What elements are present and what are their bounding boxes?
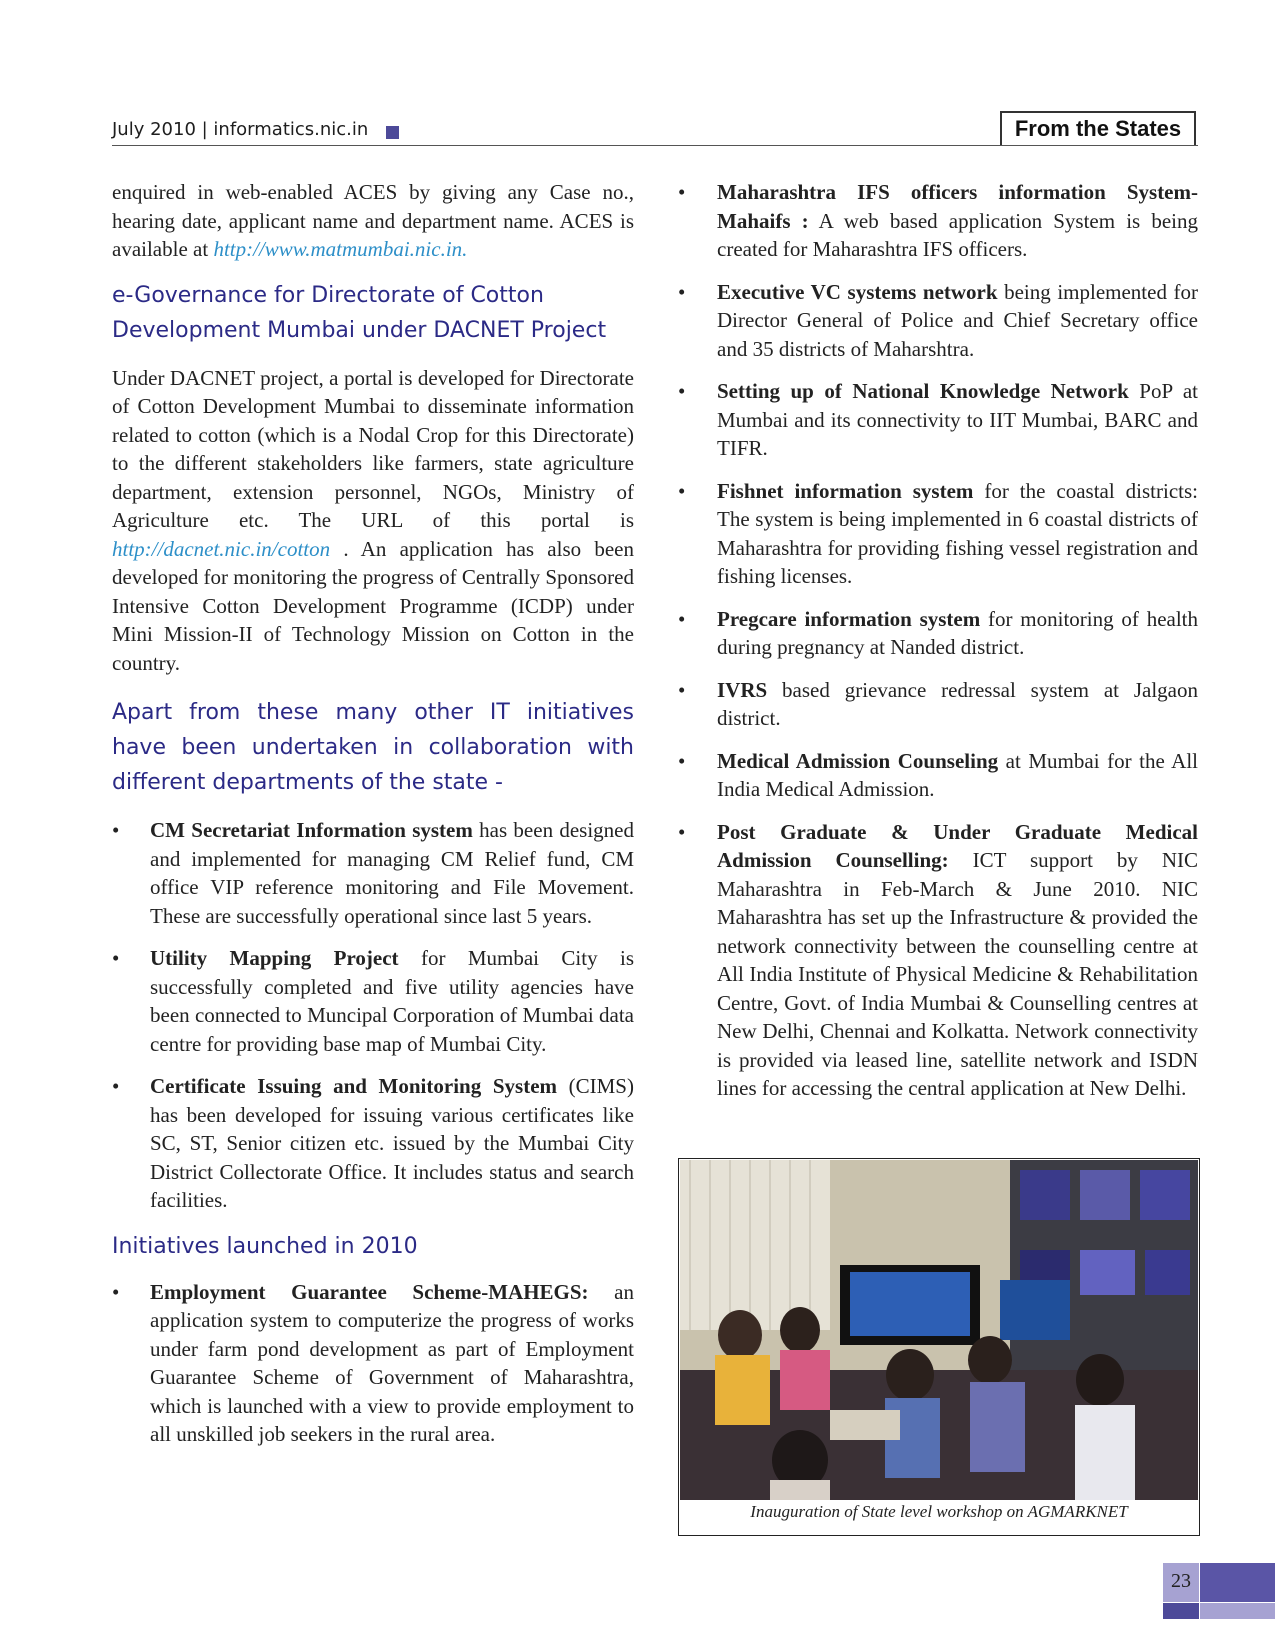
list-item: • Setting up of National Knowledge Network PoP at Mumbai and its connectivity to IIT Mumbai, BARC and TIFR. xyxy=(678,377,1198,463)
section-title: From the States xyxy=(1000,111,1196,145)
right-column xyxy=(678,178,1198,1103)
dacnet-text-a: Under DACNET project, a portal is developed for Directorate of Cotton Development Mumbai to disseminate information related to cotton (which is a Nodal Crop for this Directorate) to the different stakeholders like farmers, state agriculture department, extension personnel, NGOs, Ministry of Agriculture etc. The URL of this portal is xyxy=(112,365,634,532)
list-item: • CM Secretariat Information system has been designed and implemented for managing CM Relief fund, CM office VIP reference monitoring and File Movement. These are successfully operational since last 5 years. xyxy=(112,816,634,930)
page-number: 23 xyxy=(1171,1570,1191,1592)
dacnet-link[interactable]: http://dacnet.nic.in/cotton xyxy=(112,536,331,561)
page-corner-block-lower xyxy=(1163,1603,1199,1619)
workshop-photo-illustration xyxy=(680,1160,1198,1500)
header-rule xyxy=(112,145,1198,146)
left-bullet-list xyxy=(112,816,634,1215)
list-item: • IVRS based grievance redressal system at Jalgaon district. xyxy=(678,676,1198,733)
list-item: • Executive VC systems network being implemented for Director General of Police and Chief Secretary office and 35 districts of Maharshtra. xyxy=(678,278,1198,364)
left-bullet-list-2010 xyxy=(112,1278,634,1449)
page-corner-block xyxy=(1200,1563,1275,1602)
intro-paragraph xyxy=(112,178,634,264)
list-item: • Employment Guarantee Scheme-MAHEGS: an application system to computerize the progress of works under farm pond development as part of Employment Guarantee Scheme of Government of Maharashtra, which is launched with a view to provide employment to all unskilled job seekers in the rural area. xyxy=(112,1278,634,1449)
aces-link[interactable]: http://www.matmumbai.nic.in. xyxy=(213,237,468,261)
list-item: • Utility Mapping Project for Mumbai City is successfully completed and five utility agencies have been connected to Muncipal Corporation of Mumbai data centre for providing base map of Mumbai City. xyxy=(112,944,634,1058)
list-item: • Maharashtra IFS officers information System-Mahaifs : A web based application System is being created for Maharashtra IFS officers. xyxy=(678,178,1198,264)
initiatives-heading: Apart from these many other IT initiatives have been undertaken in collaboration with different departments of the state - xyxy=(112,700,634,795)
right-bullet-list xyxy=(678,178,1198,1103)
workshop-photo xyxy=(680,1160,1198,1500)
list-item: • Post Graduate & Under Graduate Medical Admission Counselling: ICT support by NIC Maharashtra in Feb-March & June 2010. NIC Maharashtra has set up the Infrastructure & provided the network connectivity between the counselling centre at All India Institute of Physical Medicine & Rehabilitation Centre, Govt. of India Mumbai & Counselling centres at New Delhi, Chennai and Kolkatta. Network connectivity is provided via leased line, satellite network and ISDN lines for accessing the central application at New Delhi. xyxy=(678,818,1198,1103)
left-column xyxy=(112,178,634,1449)
list-item: • Certificate Issuing and Monitoring System (CIMS) has been developed for issuing various certificates like SC, ST, Senior citizen etc. issued by the Mumbai City District Collectorate Office. It includes status and search facilities. xyxy=(112,1072,634,1215)
dacnet-paragraph xyxy=(112,364,634,678)
dacnet-text-b: . An application has also been developed for monitoring the progress of Centrally Sponsored Intensive Cotton Development Programme (ICDP) under Mini Mission-II of Technology Mission on Cotton in the country. xyxy=(112,536,634,675)
list-item: • Fishnet information system for the coastal districts: The system is being implemented in 6 coastal districts of Maharashtra for providing fishing vessel registration and fishing licenses. xyxy=(678,477,1198,591)
list-item: • Medical Admission Counseling at Mumbai for the All India Medical Admission. xyxy=(678,747,1198,804)
workshop-figure xyxy=(678,1158,1200,1536)
cotton-heading: e-Governance for Directorate of Cotton Development Mumbai under DACNET Project xyxy=(112,282,607,343)
list-item: • Pregcare information system for monitoring of health during pregnancy at Nanded district. xyxy=(678,605,1198,662)
launched-2010-heading: Initiatives launched in 2010 xyxy=(112,1233,418,1259)
header-issue-info: July 2010 | informatics.nic.in xyxy=(112,119,369,140)
page-corner-block-lower-right xyxy=(1200,1603,1275,1619)
intro-text: enquired in web-enabled ACES by giving any Case no., hearing date, applicant name and department name. ACES is available at xyxy=(112,180,634,261)
figure-caption: Inauguration of State level workshop on AGMARKNET xyxy=(750,1502,1128,1521)
header-square-decoration xyxy=(386,126,399,139)
